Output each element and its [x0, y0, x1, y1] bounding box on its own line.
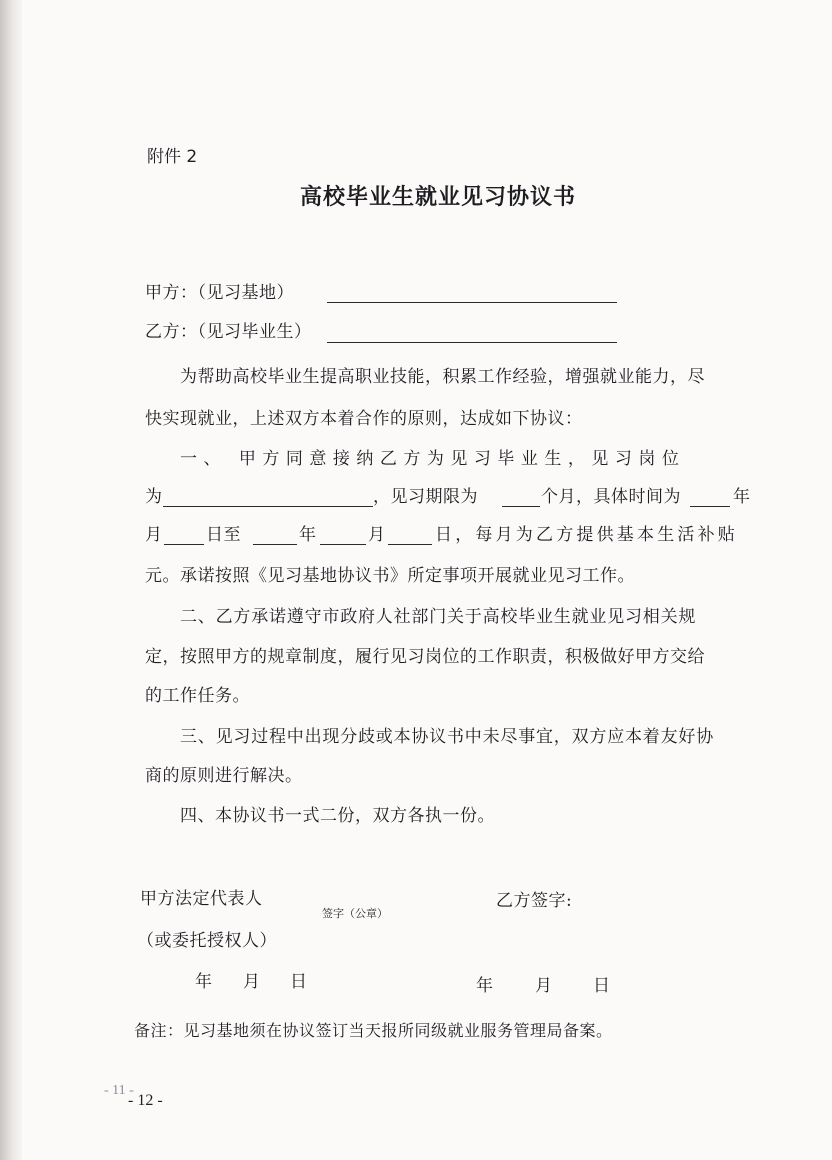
party-a-date-month: 月 — [243, 972, 261, 992]
end-month-blank — [320, 544, 366, 545]
party-a-date-year: 年 — [195, 972, 213, 992]
party-a-label: 甲方：（见习基地） — [145, 283, 294, 303]
party-b-signature-label: 乙方签字: — [496, 891, 573, 911]
clause-1-months-label: 个月，具体时间为 — [541, 487, 681, 507]
clause-1-month-label: 月 — [145, 525, 163, 545]
clause-1-line-1: 一、 甲方同意接纳乙方为见习毕业生，见习岗位 — [180, 449, 686, 469]
party-a-representative: 甲方法定代表人 — [140, 889, 263, 909]
post-blank — [163, 506, 373, 507]
party-b-label: 乙方：（见习毕业生） — [145, 322, 312, 342]
intro-line-1: 为帮助高校毕业生提高职业技能，积累工作经验，增强就业能力，尽 — [180, 367, 705, 387]
clause-2-line-2: 定，按照甲方的规章制度，履行见习岗位的工作职责，积极做好甲方交给 — [145, 647, 705, 667]
signature-stamp-note: 签字（公章） — [322, 907, 388, 920]
party-b-date-day: 日 — [593, 976, 611, 996]
clause-4: 四、本协议书一式二份，双方各执一份。 — [180, 806, 495, 826]
clause-1-end-month: 月 — [368, 525, 386, 545]
scan-left-edge — [0, 0, 22, 1160]
clause-1-year-label: 年 — [733, 487, 751, 507]
party-b-blank — [327, 342, 617, 343]
filing-note: 备注：见习基地须在协议签订当天报所同级就业服务管理局备案。 — [134, 1021, 613, 1040]
clause-1-day-to: 日至 — [206, 525, 241, 545]
party-b-date-year: 年 — [476, 976, 494, 996]
start-day-blank — [164, 544, 204, 545]
party-b-date-month: 月 — [535, 976, 553, 996]
end-day-blank — [388, 544, 432, 545]
clause-1-end-year: 年 — [299, 525, 317, 545]
party-a-date-day: 日 — [290, 972, 308, 992]
clause-1-line-4: 元。承诺按照《见习基地协议书》所定事项开展就业见习工作。 — [145, 566, 635, 586]
clause-1-for: 为 — [145, 487, 163, 507]
clause-3-line-2: 商的原则进行解决。 — [145, 766, 303, 786]
clause-2-line-1: 二、乙方承诺遵守市政府人社部门关于高校毕业生就业见习相关规 — [180, 607, 697, 627]
attachment-label: 附件 2 — [147, 147, 198, 167]
clause-1-period-label: ，见习期限为 — [373, 487, 478, 507]
bleed-through-page-number: - 11 - — [104, 1083, 134, 1098]
party-a-blank — [327, 302, 617, 303]
months-blank — [502, 506, 540, 507]
document-title: 高校毕业生就业见习协议书 — [300, 184, 577, 210]
clause-1-subsidy: 日，每月为乙方提供基本生活补贴 — [435, 525, 738, 545]
clause-2-line-3: 的工作任务。 — [145, 686, 250, 706]
intro-line-2: 快实现就业，上述双方本着合作的原则，达成如下协议： — [145, 409, 583, 429]
start-year-blank — [690, 506, 730, 507]
authorized-person-label: （或委托授权人） — [137, 931, 277, 951]
end-year-blank — [253, 544, 297, 545]
clause-3-line-1: 三、见习过程中出现分歧或本协议书中未尽事宜，双方应本着友好协 — [180, 727, 714, 747]
page-number: - 12 - — [128, 1092, 163, 1109]
